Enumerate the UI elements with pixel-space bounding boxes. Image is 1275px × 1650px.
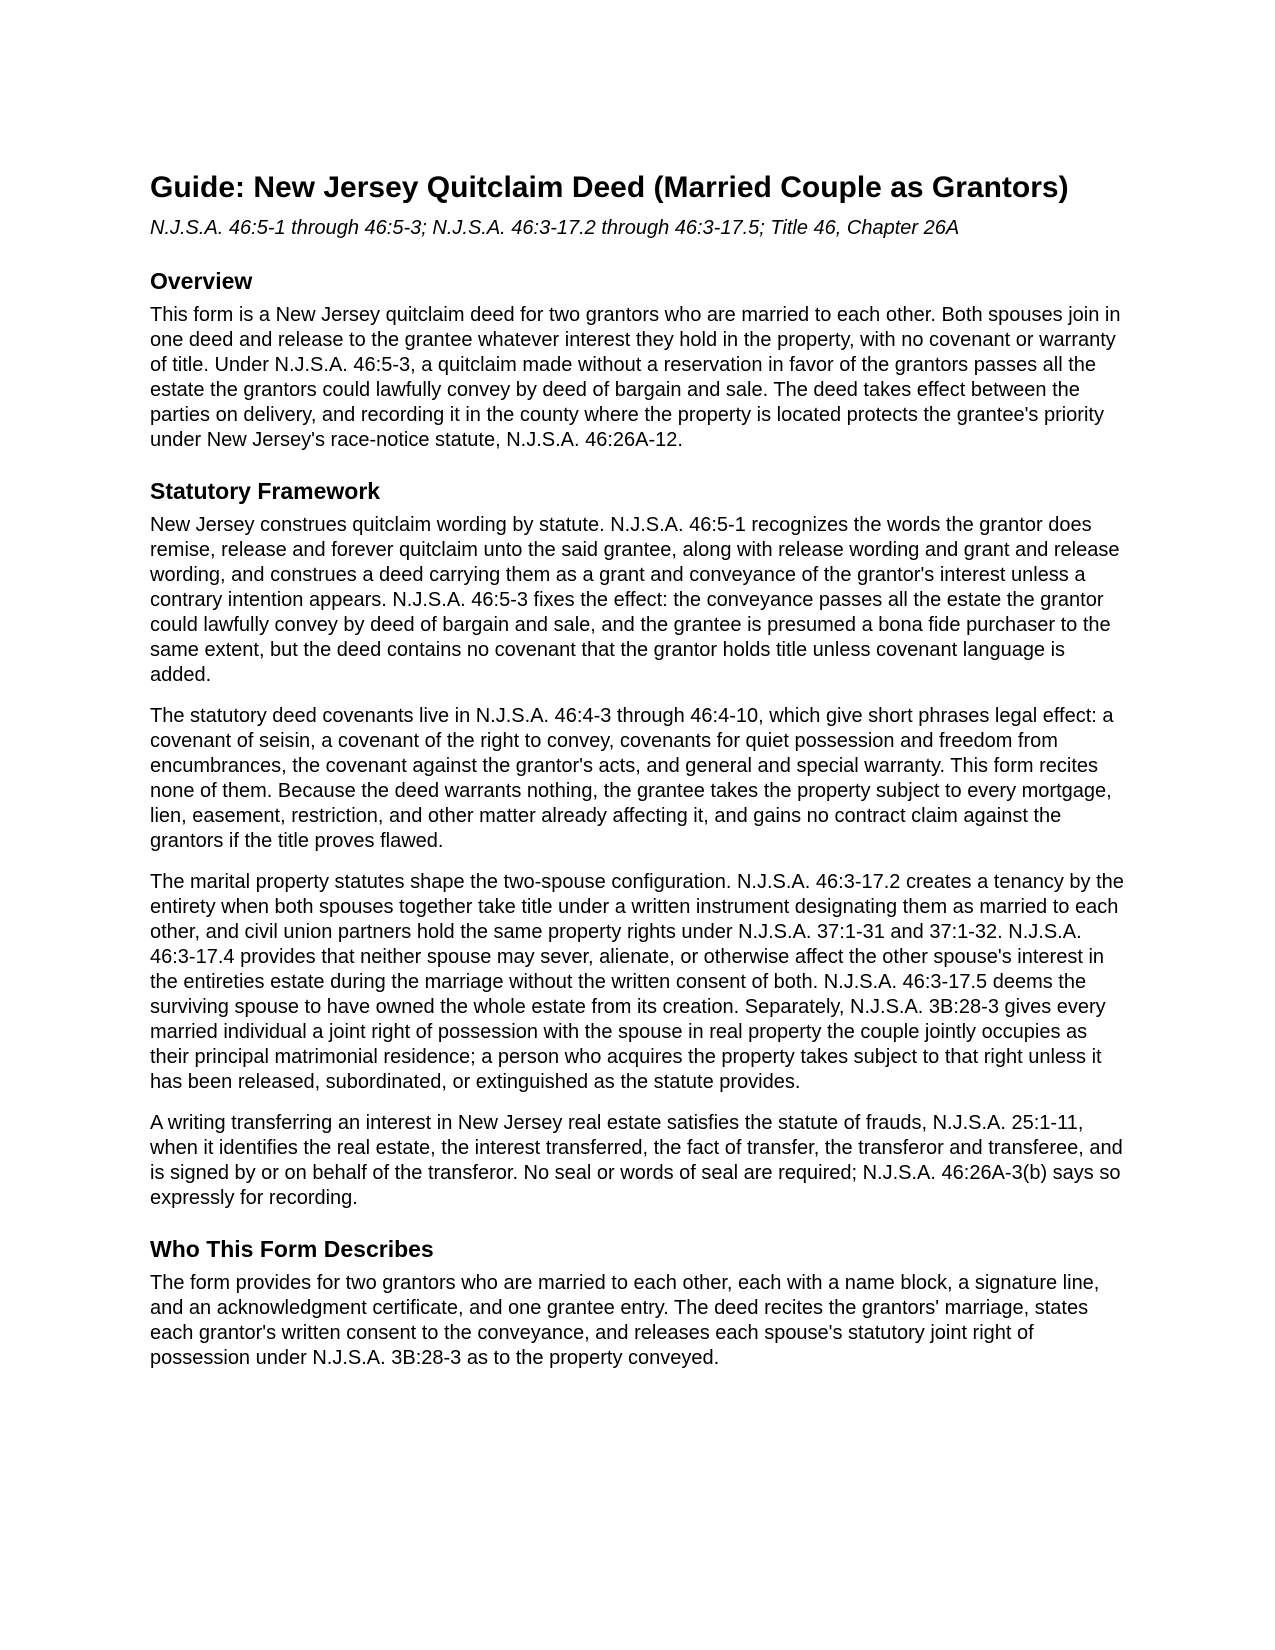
document-title: Guide: New Jersey Quitclaim Deed (Married Couple as Grantors) (150, 171, 1069, 204)
statutory-framework-paragraph-2: The statutory deed covenants live in N.J.S.A. 46:4-3 through 46:4-10, which give short phrases legal effect: a covenant of seisin, a covenant of the right to convey, covenants for quiet possession and freedom from encumbrances, the covenant against the grantor's acts, and general and special warranty. This form recites none of them. Because the deed warrants nothing, the grantee takes the property subject to every mortgage, lien, easement, restriction, and other matter already affecting it, and gains no contract claim against the grantors if the title proves flawed. (150, 705, 1114, 852)
statutory-framework-paragraph-4: A writing transferring an interest in New Jersey real estate satisfies the statute of frauds, N.J.S.A. 25:1-11, when it identifies the real estate, the interest transferred, the fact of transfer, the transferor and transferee, and is signed by or on behalf of the transferor. No seal or words of seal are required; N.J.S.A. 46:26A-3(b) says so expressly for recording. (150, 1112, 1123, 1209)
statutory-framework-paragraph-1: New Jersey construes quitclaim wording by statute. N.J.S.A. 46:5-1 recognizes the words the grantor does remise, release and forever quitclaim unto the said grantee, along with release wording and grant and release wording, and construes a deed carrying them as a grant and conveyance of the grantor's interest unless a contrary intention appears. N.J.S.A. 46:5-3 fixes the effect: the conveyance passes all the estate the grantor could lawfully convey by deed of bargain and sale, and the grantee is presumed a bona fide purchaser to the same extent, but the deed contains no covenant that the grantor holds title unless covenant language is added. (150, 514, 1120, 686)
section-heading-statutory-framework: Statutory Framework (150, 478, 381, 504)
document-subtitle: N.J.S.A. 46:5-1 through 46:5-3; N.J.S.A. 46:3-17.2 through 46:3-17.5; Title 46, Chapter 26A (150, 217, 960, 239)
section-heading-who-this-form-describes: Who This Form Describes (150, 1236, 434, 1262)
document-page (150, 170, 1130, 1371)
section-heading-overview: Overview (150, 268, 253, 294)
who-this-form-describes-paragraph: The form provides for two grantors who are married to each other, each with a name block, a signature line, and an acknowledgment certificate, and one grantee entry. The deed recites the grantors' marriage, states each grantor's written consent to the conveyance, and releases each spouse's statutory joint right of possession under N.J.S.A. 3B:28-3 as to the property conveyed. (150, 1272, 1100, 1369)
overview-paragraph: This form is a New Jersey quitclaim deed for two grantors who are married to each other. Both spouses join in one deed and release to the grantee whatever interest they hold in the property, with no covenant or warranty of title. Under N.J.S.A. 46:5-3, a quitclaim made without a reservation in favor of the grantors passes all the estate the grantors could lawfully convey by deed of bargain and sale. The deed takes effect between the parties on delivery, and recording it in the county where the property is located protects the grantee's priority under New Jersey's race-notice statute, N.J.S.A. 46:26A-12. (150, 304, 1121, 451)
statutory-framework-paragraph-3: The marital property statutes shape the two-spouse configuration. N.J.S.A. 46:3-17.2 creates a tenancy by the entirety when both spouses together take title under a written instrument designating them as married to each other, and civil union partners hold the same property rights under N.J.S.A. 37:1-31 and 37:1-32. N.J.S.A. 46:3-17.4 provides that neither spouse may sever, alienate, or otherwise affect the other spouse's interest in the entireties estate during the marriage without the written consent of both. N.J.S.A. 46:3-17.5 deems the surviving spouse to have owned the whole estate from its creation. Separately, N.J.S.A. 3B:28-3 gives every married individual a joint right of possession with the spouse in real property the couple jointly occupies as their principal matrimonial residence; a person who acquires the property takes subject to that right unless it has been released, subordinated, or extinguished as the statute provides. (150, 871, 1124, 1093)
